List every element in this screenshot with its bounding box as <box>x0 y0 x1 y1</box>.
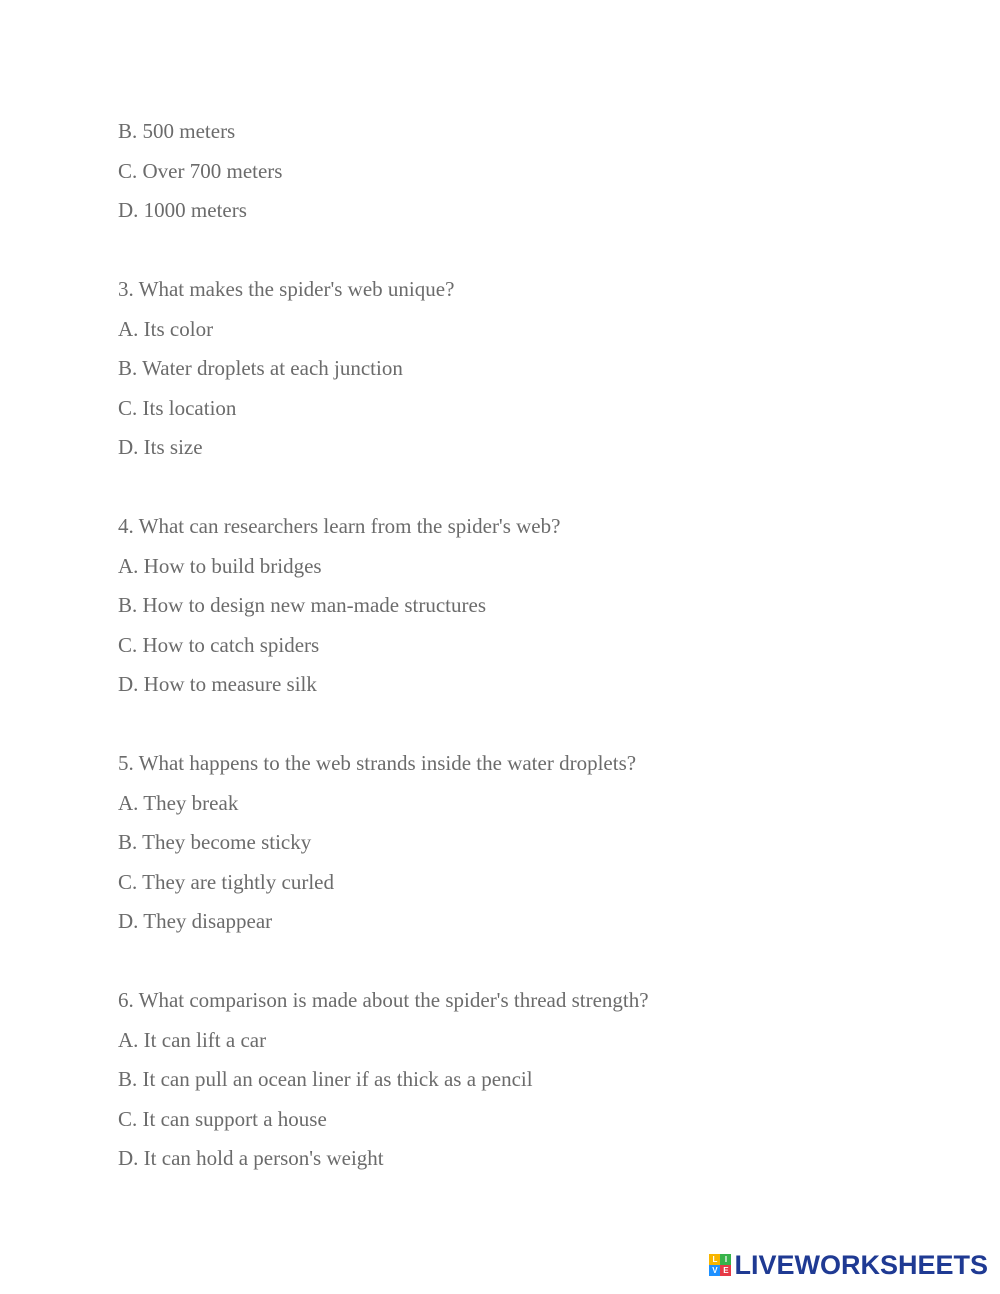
liveworksheets-logo <box>709 1250 988 1280</box>
answer-option: B. They become sticky <box>118 830 312 854</box>
answer-option: A. They break <box>118 790 239 815</box>
answer-option: A. Its color <box>118 316 214 341</box>
spacer <box>118 231 938 271</box>
logo-mark-letter: E <box>720 1265 731 1276</box>
answer-option: D. How to measure silk <box>118 672 317 696</box>
answer-option: D. Its size <box>118 435 203 459</box>
answer-option: D. It can hold a person's weight <box>118 1146 384 1170</box>
spacer <box>118 468 938 508</box>
answer-option: B. Water droplets at each junction <box>118 356 403 380</box>
answer-option: D. 1000 meters <box>118 198 247 222</box>
logo-mark-letter: L <box>709 1254 720 1265</box>
answer-option: B. How to design new man-made structures <box>118 593 487 617</box>
question-3: 3. What makes the spider's web unique? <box>118 277 455 301</box>
worksheet-content <box>118 112 938 1179</box>
answer-option: D. They disappear <box>118 909 273 933</box>
answer-option: C. How to catch spiders <box>118 632 320 657</box>
logo-mark-letter: V <box>709 1265 720 1276</box>
spacer <box>118 942 938 982</box>
question-6: 6. What comparison is made about the spider's thread strength? <box>118 988 649 1012</box>
answer-option: B. It can pull an ocean liner if as thick as a pencil <box>118 1067 533 1091</box>
question-5: 5. What happens to the web strands inside the water droplets? <box>118 751 637 775</box>
spacer <box>118 705 938 745</box>
answer-option: B. 500 meters <box>118 119 236 143</box>
answer-option: A. It can lift a car <box>118 1027 267 1052</box>
logo-mark-icon <box>709 1254 731 1276</box>
answer-option: A. How to build bridges <box>118 553 322 578</box>
answer-option: C. They are tightly curled <box>118 869 334 894</box>
answer-option: C. It can support a house <box>118 1106 327 1131</box>
answer-option: C. Its location <box>118 395 237 420</box>
logo-wordmark: LIVEWORKSHEETS <box>734 1250 988 1280</box>
logo-mark-letter: I <box>720 1254 731 1265</box>
question-4: 4. What can researchers learn from the spider's web? <box>118 514 561 538</box>
answer-option: C. Over 700 meters <box>118 158 283 183</box>
